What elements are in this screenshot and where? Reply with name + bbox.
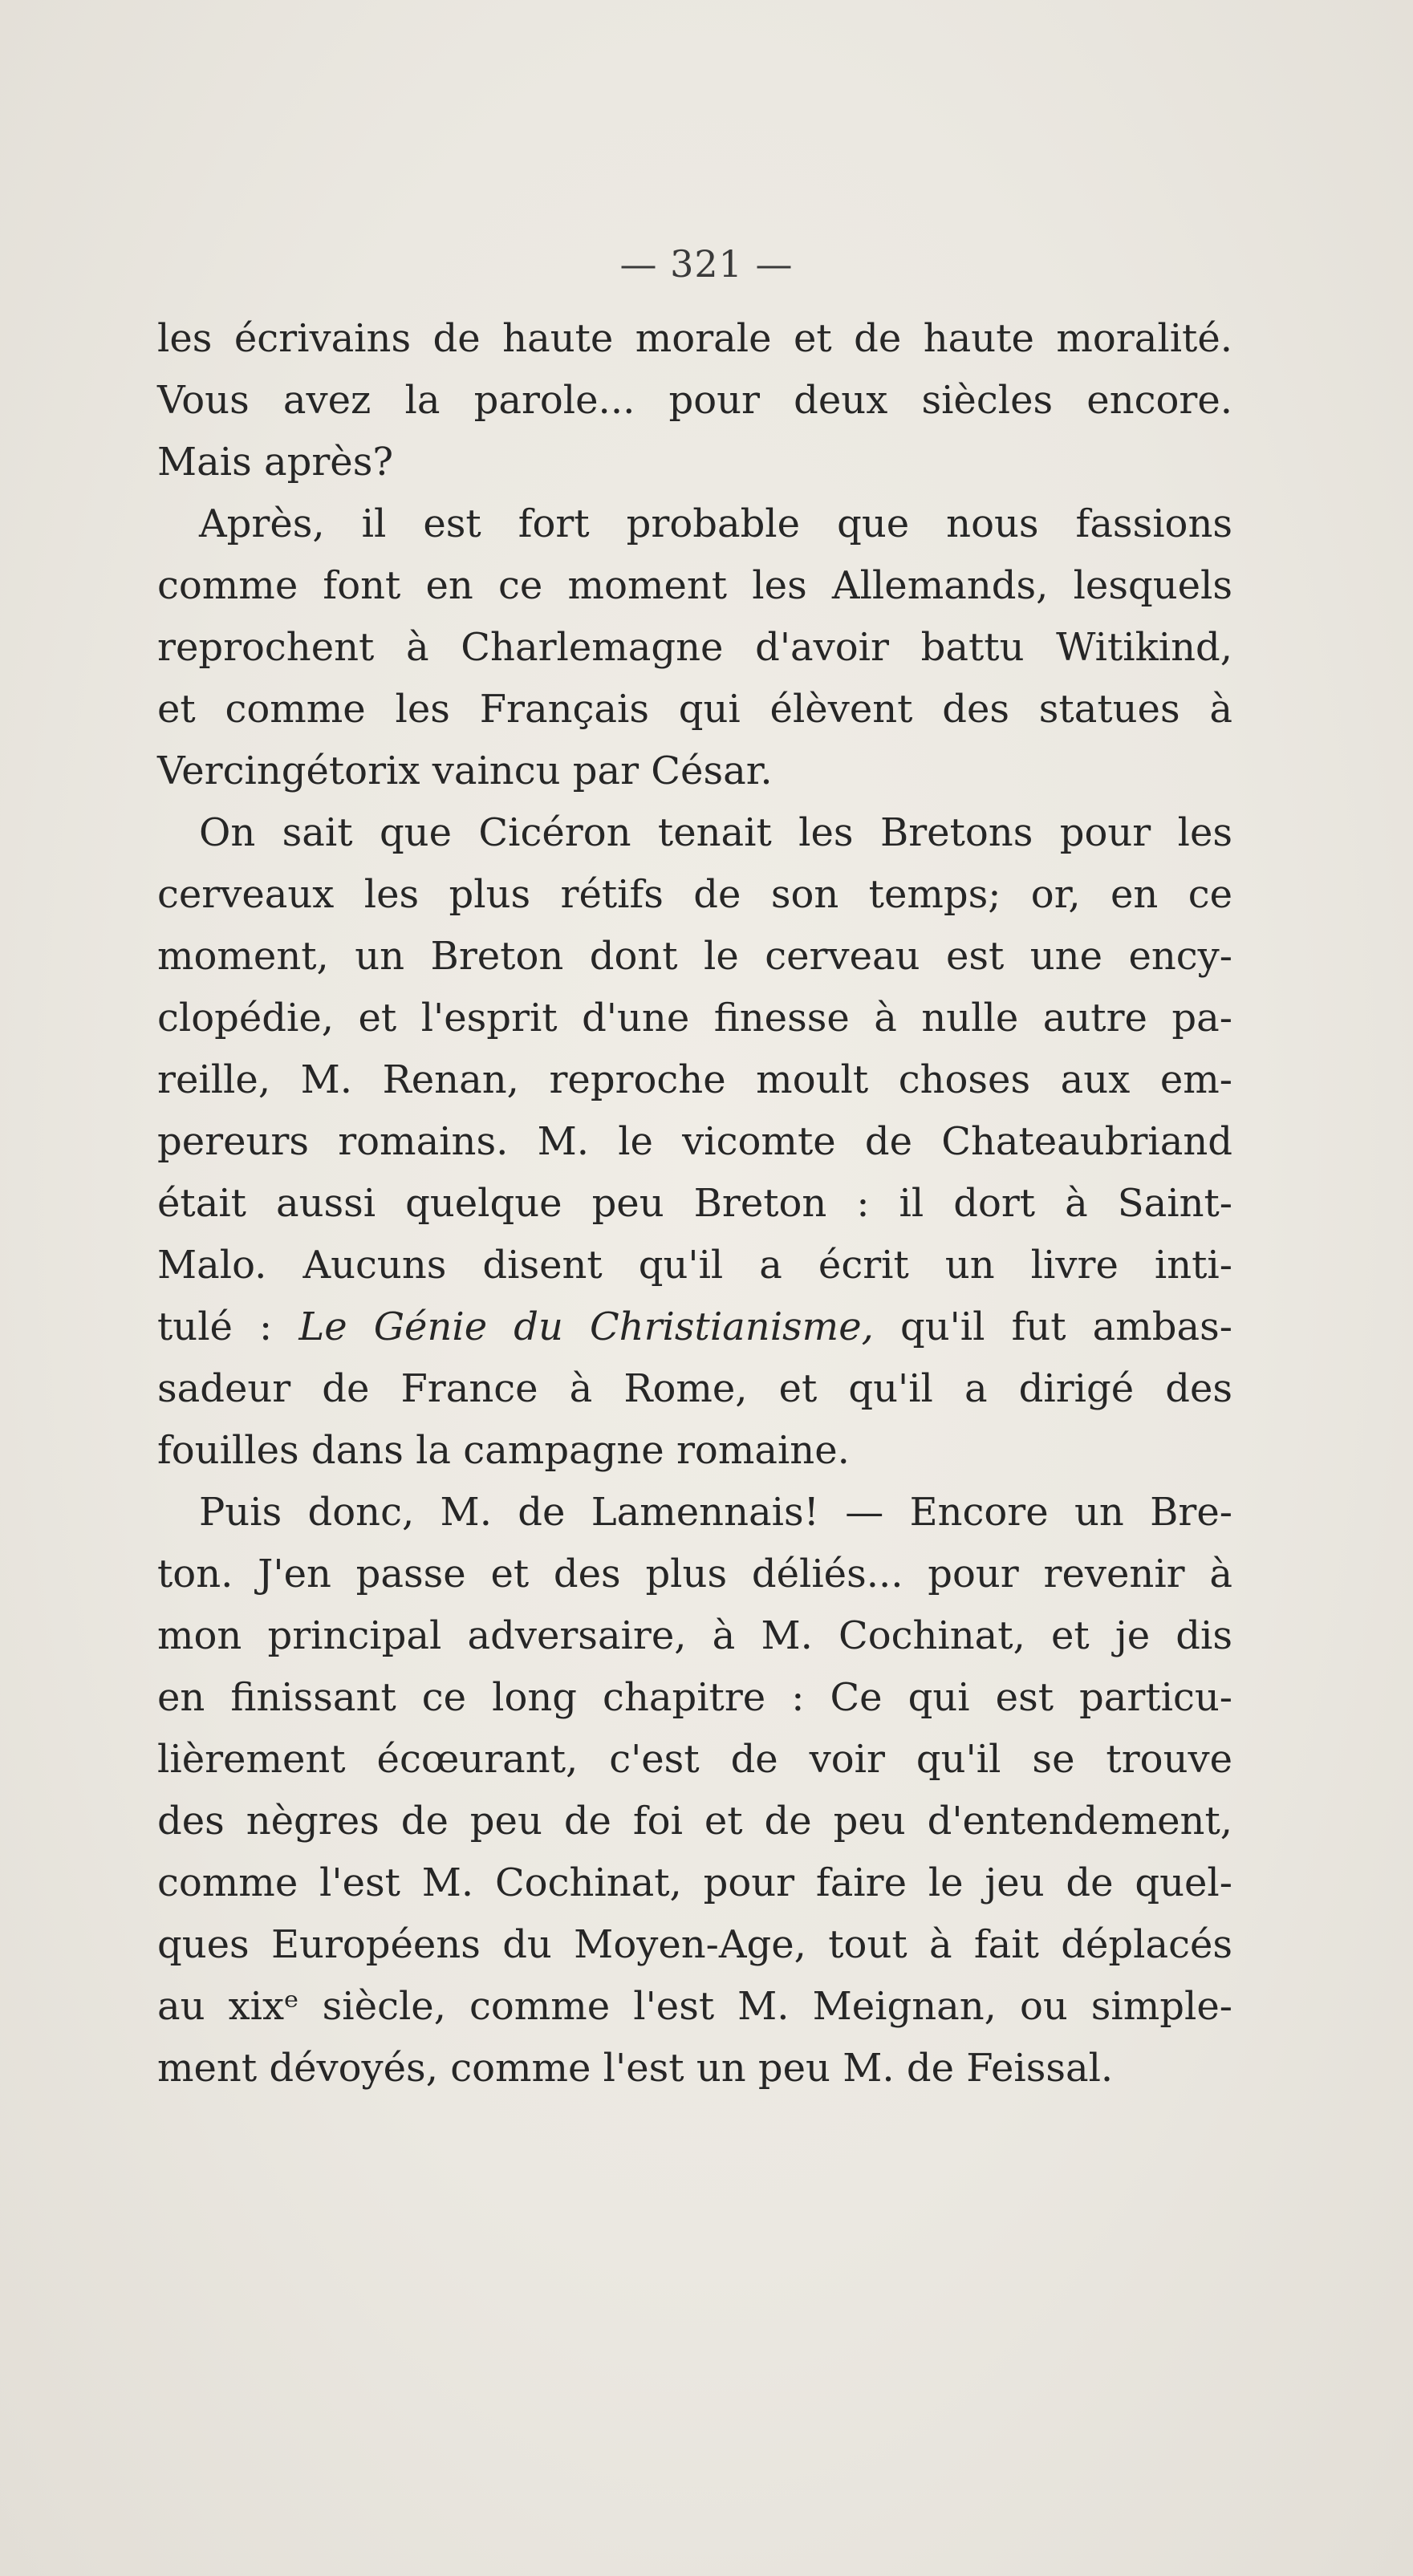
text-line: reille, M. Renan, reproche moult choses aux em-	[157, 1057, 1232, 1102]
text-line: cerveaux les plus rétifs de son temps; or, en ce	[157, 872, 1232, 917]
text-line: reprochent à Charlemagne d'avoir battu Witikind,	[157, 625, 1232, 670]
text-line: On sait que Cicéron tenait les Bretons pour les	[199, 810, 1232, 855]
text-line: les écrivains de haute morale et de haute moralité.	[157, 316, 1232, 361]
text-line: clopédie, et l'esprit d'une finesse à nulle autre pa-	[157, 996, 1232, 1041]
text-line: Puis donc, M. de Lamennais! — Encore un Bre-	[199, 1490, 1232, 1535]
text-line: mon principal adversaire, à M. Cochinat, et je dis	[157, 1613, 1232, 1658]
text-line: au xixᵉ siècle, comme l'est M. Meignan, ou simple-	[157, 1984, 1232, 2029]
text-line: fouilles dans la campagne romaine.	[157, 1428, 850, 1473]
book-title-italic: Le Génie du Christianisme,	[298, 1304, 874, 1349]
text-line: Vercingétorix vaincu par César.	[157, 748, 773, 793]
text-line	[157, 1296, 1232, 1358]
text-segment: tulé :	[157, 1304, 299, 1349]
page-number: — 321 —	[619, 242, 794, 286]
text-line: comme font en ce moment les Allemands, lesquels	[157, 563, 1232, 608]
text-line: moment, un Breton dont le cerveau est une ency-	[157, 934, 1232, 979]
text-line: sadeur de France à Rome, et qu'il a dirigé des	[157, 1366, 1232, 1411]
text-line: comme l'est M. Cochinat, pour faire le jeu de quel-	[157, 1860, 1232, 1905]
text-line: Malo. Aucuns disent qu'il a écrit un livre inti-	[157, 1243, 1232, 1288]
text-line: Vous avez la parole... pour deux siècles encore.	[157, 378, 1232, 423]
text-line: ques Européens du Moyen-Age, tout à fait déplacés	[157, 1922, 1232, 1967]
text-line: Après, il est fort probable que nous fassions	[199, 501, 1232, 546]
text-line: lièrement écœurant, c'est de voir qu'il se trouve	[157, 1737, 1232, 1782]
text-line: des nègres de peu de foi et de peu d'entendement,	[157, 1799, 1232, 1844]
text-line: en finissant ce long chapitre : Ce qui est particu-	[157, 1675, 1232, 1720]
text-line: Mais après?	[157, 440, 394, 485]
text-line: ton. J'en passe et des plus déliés... pour revenir à	[157, 1552, 1232, 1596]
text-segment: qu'il fut ambas-	[873, 1304, 1232, 1349]
text-line: et comme les Français qui élèvent des statues à	[157, 687, 1232, 732]
text-line: ment dévoyés, comme l'est un peu M. de Feissal.	[157, 2046, 1114, 2091]
body-text	[157, 308, 1232, 2099]
text-line: était aussi quelque peu Breton : il dort à Saint-	[157, 1181, 1232, 1226]
text-line: pereurs romains. M. le vicomte de Chateaubriand	[157, 1119, 1232, 1164]
